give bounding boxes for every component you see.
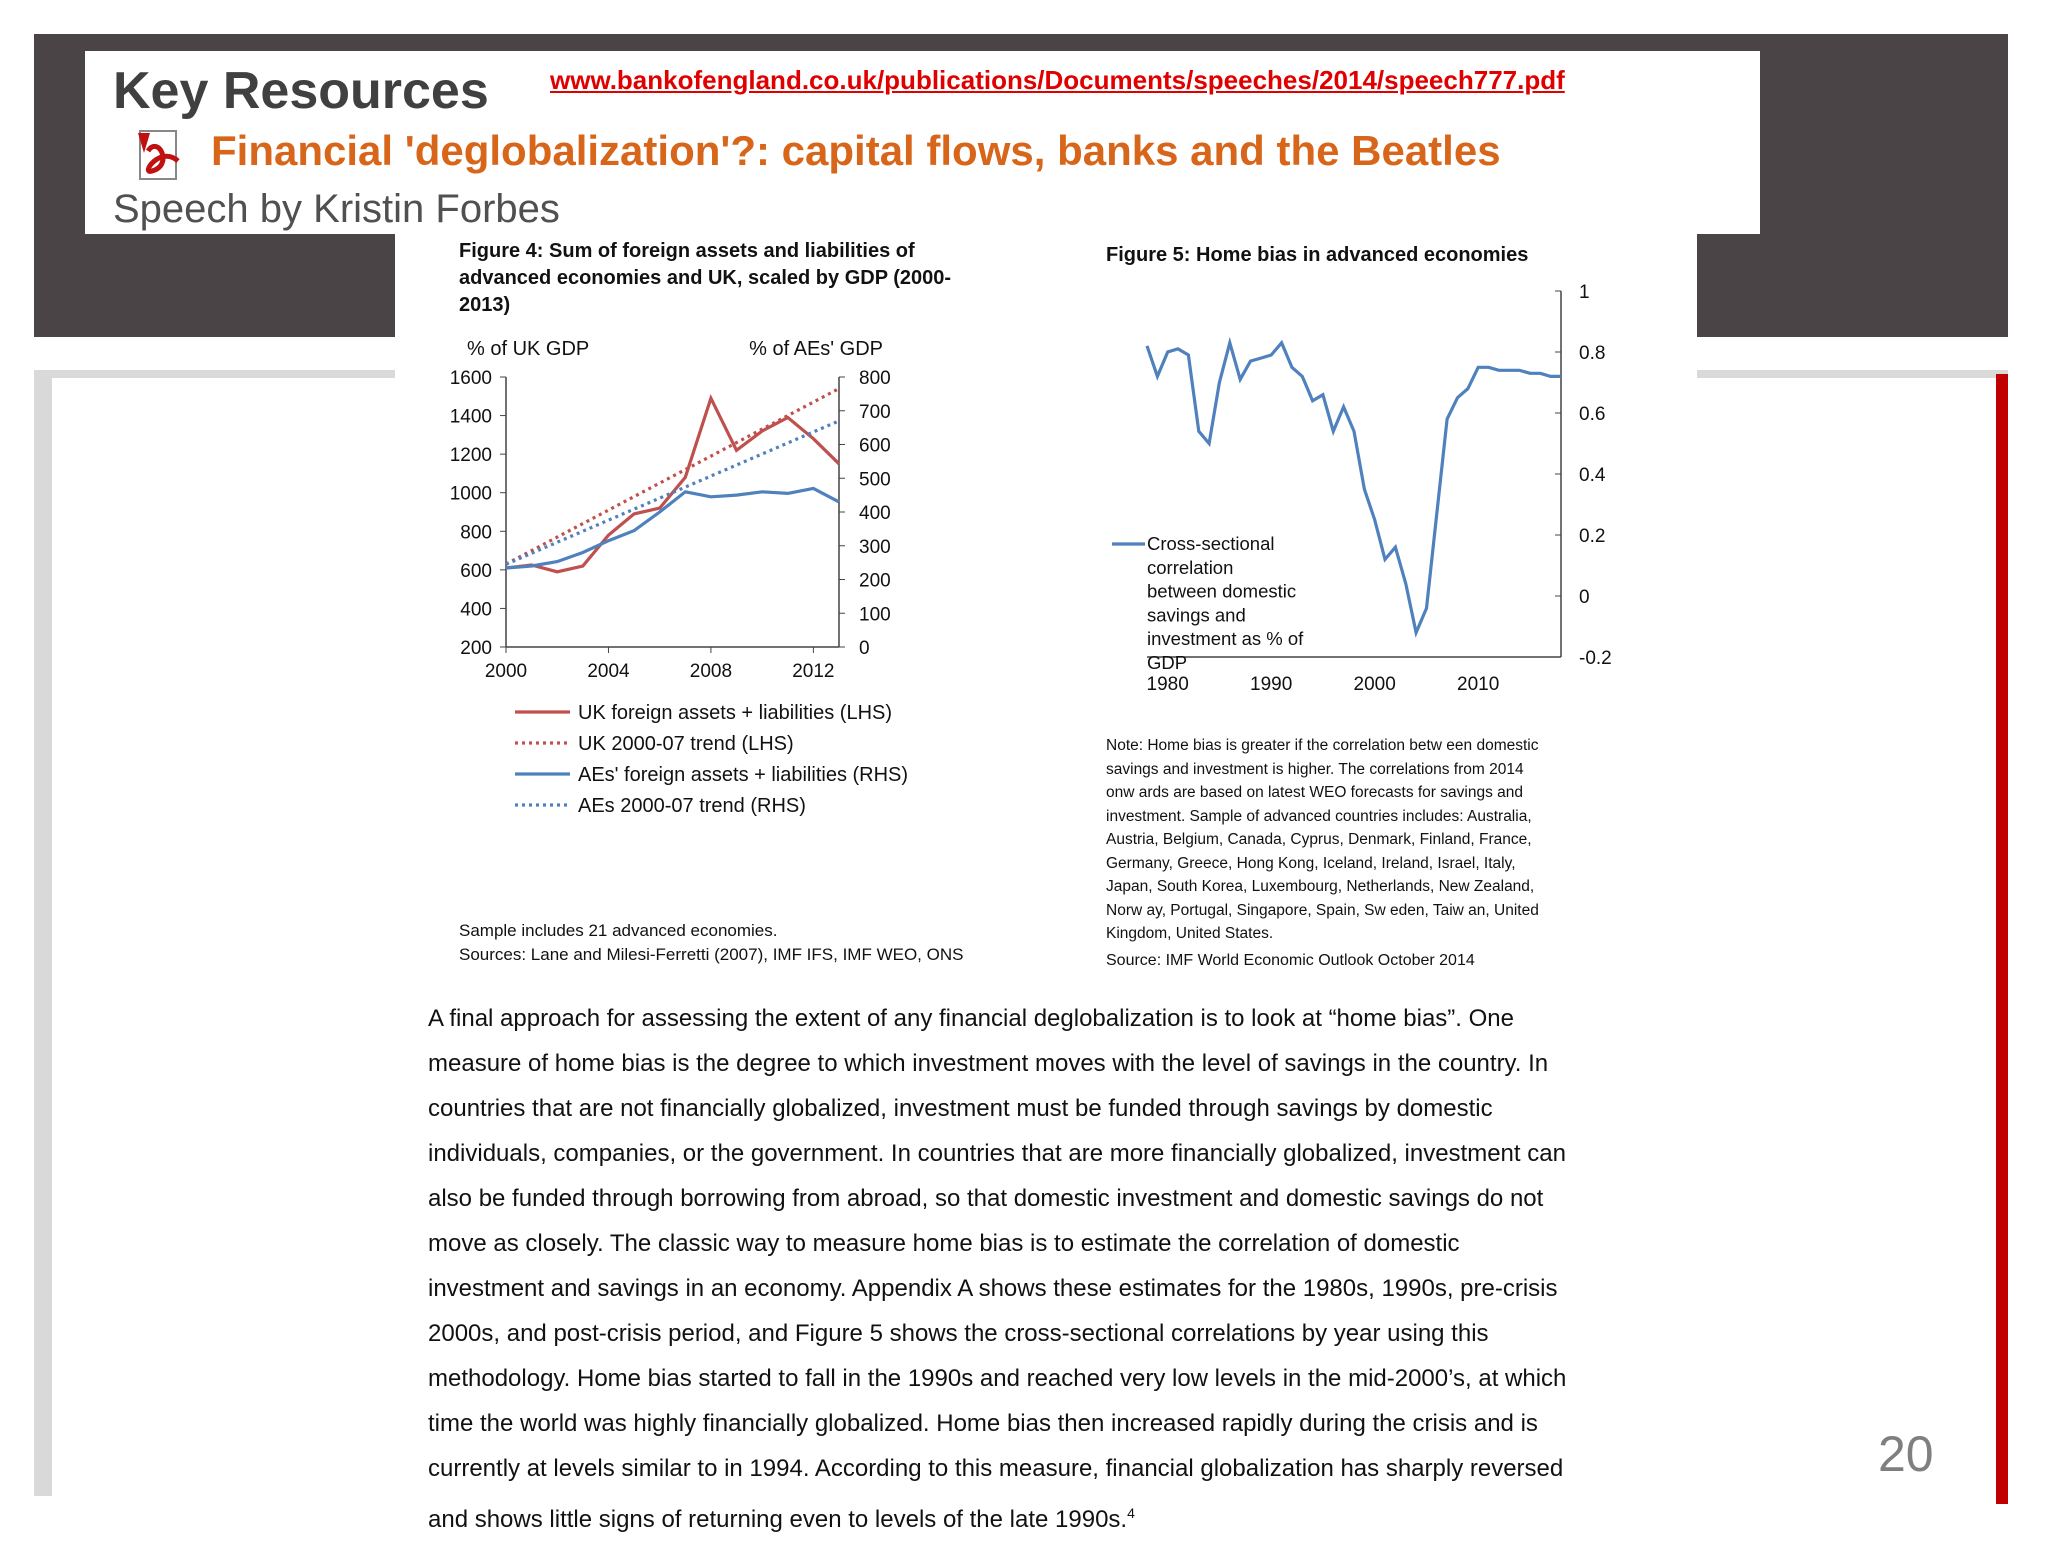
fig5-ytick-label: 1 [1579, 282, 1590, 303]
body-line: measure of home bias is the degree to which investment moves with the level of savings in the country. In [428, 1050, 1549, 1077]
fig4-legend-label: UK foreign assets + liabilities (LHS) [578, 702, 893, 724]
fig5-ytick-label: 0.2 [1579, 526, 1606, 547]
fig5-legend-label: correlation [1147, 556, 1234, 578]
body-line: also be funded through borrowing from abroad, so that domestic investment and domestic savings do not [428, 1185, 1544, 1212]
pdf-icon[interactable] [130, 125, 188, 185]
fig5-note [1106, 734, 1539, 946]
fig4-xtick-label: 2000 [484, 661, 528, 682]
fig4-series-line-1 [506, 398, 839, 572]
fig4-ytick-label-left: 800 [460, 522, 492, 544]
fig5-xtick-label: 1990 [1250, 674, 1293, 695]
body-line: move as closely. The classic way to measure home bias is to estimate the correlation of domestic [428, 1230, 1460, 1257]
fig5-source: Source: IMF World Economic Outlook October 2014 [1106, 952, 1475, 969]
fig5-note-line: Norw ay, Portugal, Singapore, Spain, Sw eden, Taiw an, United [1106, 901, 1539, 919]
fig4-legend-label: UK 2000-07 trend (LHS) [578, 733, 794, 755]
fig4-ytick-label-left: 1000 [449, 483, 492, 505]
fig4-ytick-label-right: 800 [859, 368, 891, 389]
page-title: Key Resources [113, 62, 489, 120]
fig5-note-line: onw ards are based on latest WEO forecasts for savings and [1106, 784, 1523, 801]
fig5-note-line: Austria, Belgium, Canada, Cyprus, Denmark, Finland, France, [1106, 831, 1532, 848]
fig5-note-line: Japan, South Korea, Luxembourg, Netherlands, New Zealand, [1106, 878, 1535, 895]
fig4-ylabel-right: % of AEs' GDP [749, 338, 883, 360]
fig4-title-line: advanced economies and UK, scaled by GDP (2000- [459, 267, 952, 289]
speech-excerpt [395, 234, 1697, 1536]
fig5-ytick-label: 0.8 [1579, 343, 1606, 364]
fig4-ytick-label-left: 400 [460, 599, 492, 621]
footnote-marker: 4 [1127, 1505, 1135, 1521]
fig4-ytick-label-left: 200 [460, 638, 492, 659]
fig5-legend-label: savings and [1147, 604, 1246, 626]
fig5-title: Figure 5: Home bias in advanced economies [1106, 244, 1529, 266]
fig4-title-line: 2013) [459, 294, 511, 316]
body-line: A final approach for assessing the extent of any financial deglobalization is to look at “home bias”. One [428, 1005, 1514, 1032]
fig4-ytick-label-left: 1200 [449, 445, 492, 467]
fig4-ytick-label-right: 400 [859, 503, 891, 524]
fig4-series-line-2 [506, 389, 839, 564]
fig5-note-line: Kingdom, United States. [1106, 925, 1274, 942]
fig5-legend-label: Cross-sectional [1147, 533, 1275, 554]
fig5-legend-label: between domestic [1147, 580, 1297, 602]
fig5-xtick-label: 2010 [1457, 674, 1500, 695]
fig4-title-line: Figure 4: Sum of foreign assets and liabilities of [459, 240, 915, 262]
fig4-notes [459, 919, 963, 966]
fig4-ytick-label-right: 200 [859, 570, 891, 592]
fig5-ytick-label: 0 [1579, 587, 1590, 608]
speech-link[interactable]: www.bankofengland.co.uk/publications/Documents/speeches/2014/speech777.pdf [550, 65, 1565, 95]
left-divider [34, 370, 52, 1496]
fig5-note-line: savings and investment is higher. The correlations from 2014 [1106, 760, 1524, 778]
fig4-ytick-label-right: 700 [859, 401, 891, 423]
fig5-ytick-label: -0.2 [1579, 648, 1612, 669]
fig5-note-line: Note: Home bias is greater if the correlation betw een domestic [1106, 737, 1539, 754]
fig4-note: Sample includes 21 advanced economies. [459, 921, 778, 940]
fig4-legend-label: AEs' foreign assets + liabilities (RHS) [578, 764, 909, 786]
fig4-title [459, 238, 951, 319]
fig4-ytick-label-left: 1600 [449, 368, 492, 389]
fig5-xtick-label: 1980 [1146, 674, 1189, 695]
body-line [428, 1491, 1698, 1542]
fig4-legend-label: AEs 2000-07 trend (RHS) [578, 795, 806, 817]
fig4-xtick-label: 2004 [587, 661, 630, 682]
body-line: currently at levels similar to in 1994. According to this measure, financial globalization has sharply reversed [428, 1455, 1564, 1482]
body-line: methodology. Home bias started to fall in the 1990s and reached very low levels in the mid-2000’s, at which [428, 1365, 1567, 1392]
speech-title[interactable]: Financial 'deglobalization'?: capital flows, banks and the Beatles [211, 127, 1501, 174]
fig4-xtick-label: 2012 [792, 661, 835, 682]
body-line: 2000s, and post-crisis period, and Figure 5 shows the cross-sectional correlations by year using this [428, 1320, 1489, 1347]
body-line: time the world was highly financially globalized. Home bias then increased rapidly during the crisis and is [428, 1410, 1538, 1437]
fig5-legend-label: GDP [1147, 652, 1188, 673]
fig4-chart [425, 329, 945, 817]
fig4-ytick-label-right: 300 [859, 536, 891, 558]
speech-author: Speech by Kristin Forbes [113, 187, 560, 231]
fig4-ytick-label-right: 500 [859, 469, 891, 491]
slide-number: 20 [1878, 1426, 1934, 1482]
fig4-xtick-label: 2008 [689, 661, 733, 682]
fig5-legend-label: investment as % of [1147, 628, 1304, 650]
fig5-note-line: investment. Sample of advanced countries includes: Australia, [1106, 807, 1532, 825]
fig5-note-line: Germany, Greece, Hong Kong, Iceland, Ireland, Israel, Italy, [1106, 854, 1516, 872]
fig4-ylabel-left: % of UK GDP [467, 338, 590, 360]
fig4-series-line-3 [506, 488, 839, 568]
fig5-ytick-label: 0.6 [1579, 404, 1606, 425]
fig4-ytick-label-right: 0 [859, 638, 870, 659]
body-last-line: and shows little signs of returning even to levels of the late 1990s. [428, 1506, 1128, 1533]
fig4-ytick-label-right: 600 [859, 435, 891, 457]
fig5-ytick-label: 0.4 [1579, 465, 1606, 486]
key-resources-header [85, 51, 1760, 234]
body-text [428, 996, 1698, 1542]
fig5-xtick-label: 2000 [1353, 674, 1396, 695]
fig4-ytick-label-left: 600 [460, 560, 492, 582]
fig4-ytick-label-right: 100 [859, 604, 891, 626]
fig4-note: Sources: Lane and Milesi-Ferretti (2007), IMF IFS, IMF WEO, ONS [459, 944, 964, 964]
right-accent-bar [1996, 374, 2008, 1504]
body-line: investment and savings in an economy. Appendix A shows these estimates for the 1980s, 1990s, pre-crisis [428, 1275, 1558, 1302]
body-line: individuals, companies, or the government. In countries that are more financially globalized, investment can [428, 1140, 1566, 1167]
fig4-ytick-label-left: 1400 [449, 406, 492, 428]
fig5-chart [1095, 274, 1615, 695]
body-line: countries that are not financially globalized, investment must be funded through savings by domestic [428, 1095, 1493, 1122]
